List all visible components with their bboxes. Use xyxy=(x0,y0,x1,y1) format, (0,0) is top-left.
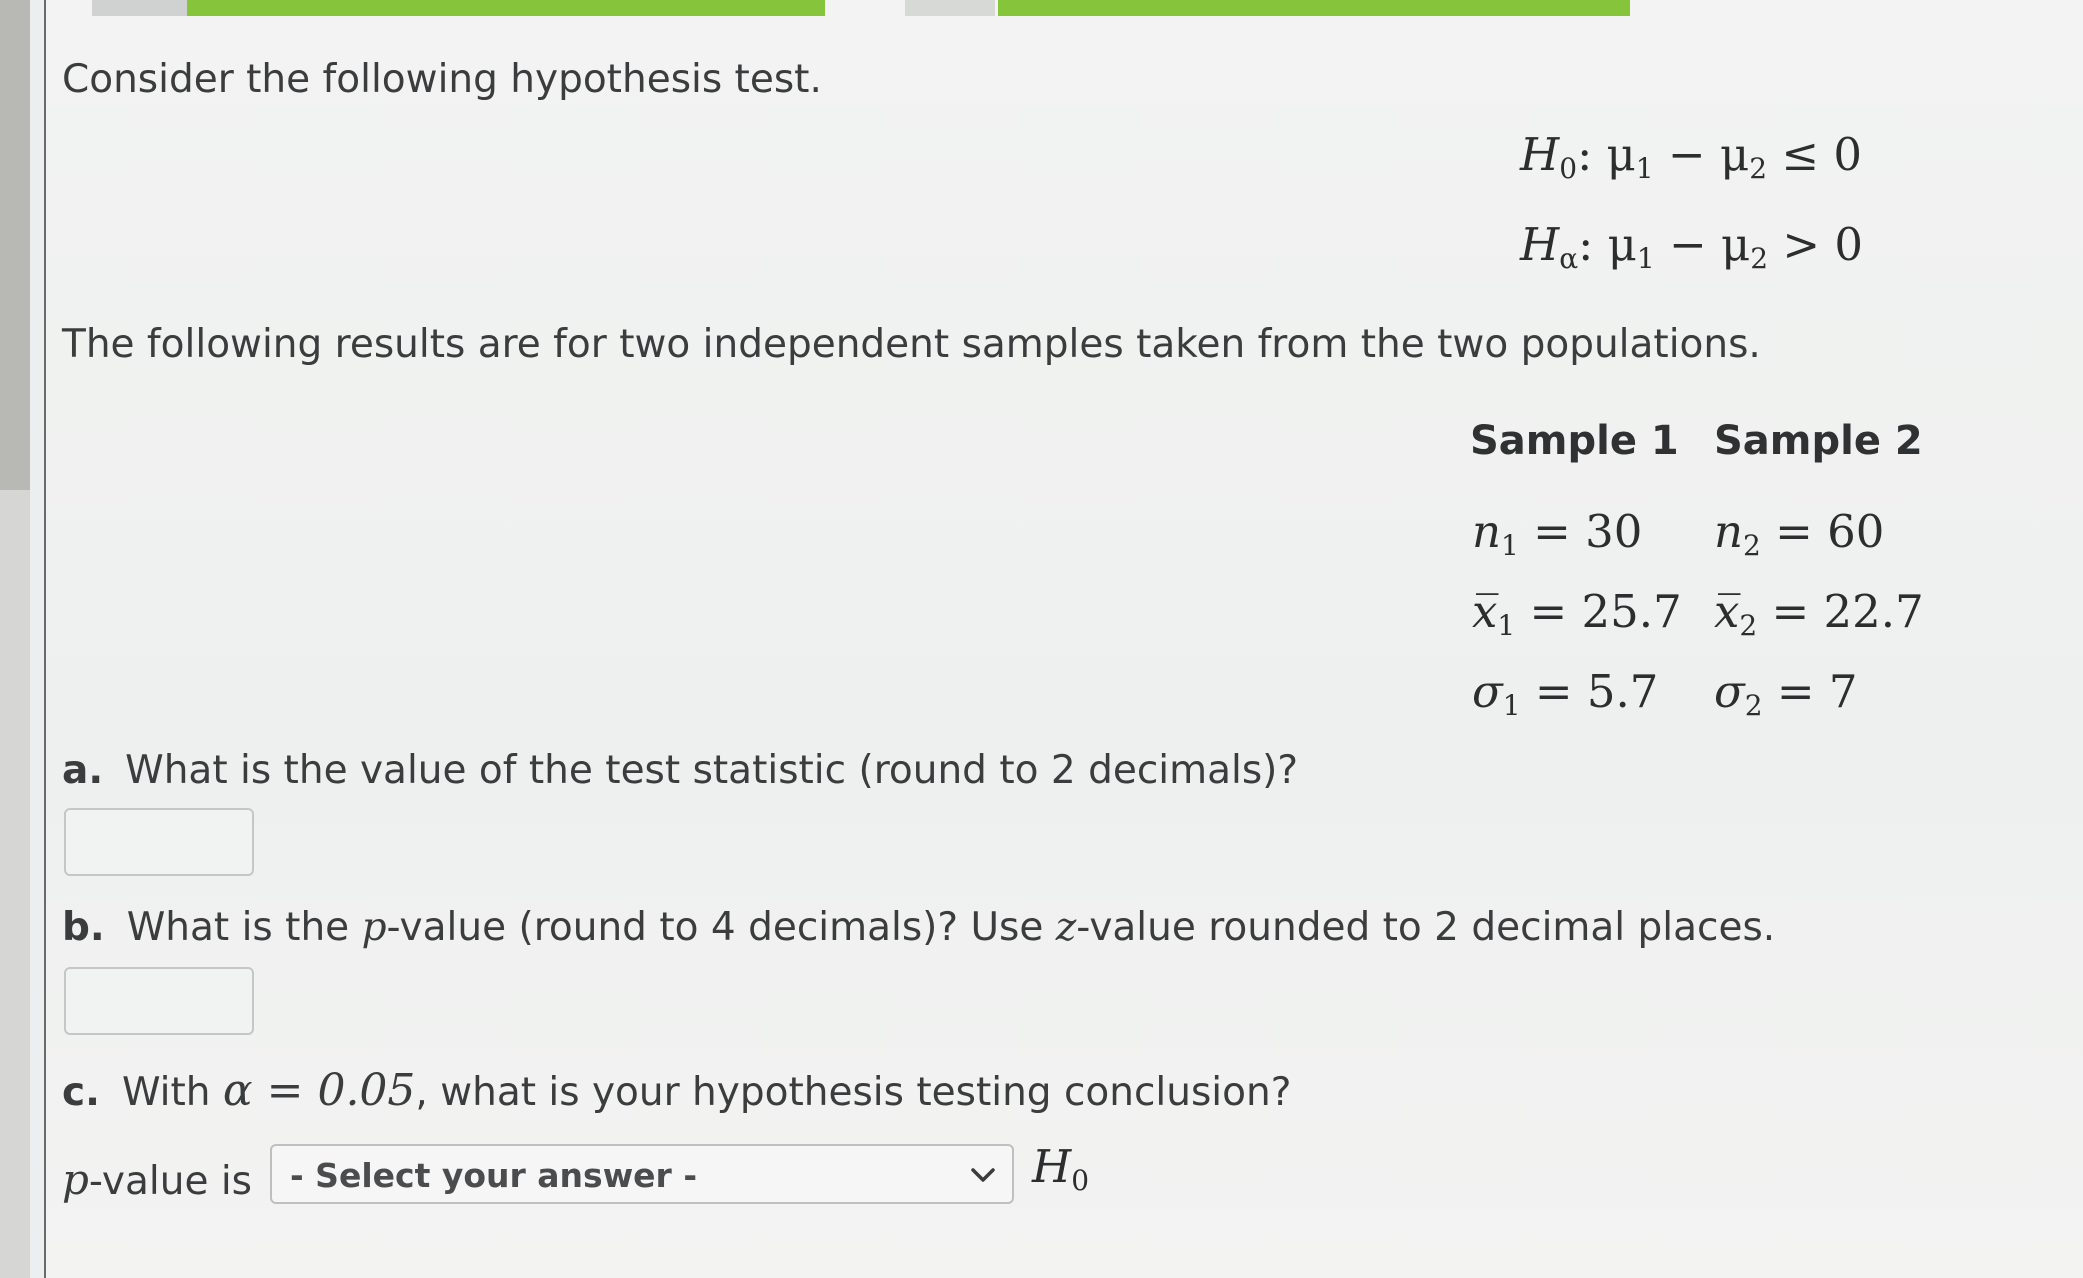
conclusion-h0: $H_0$ xyxy=(1032,1140,1090,1197)
progress-bar-b xyxy=(998,0,1630,16)
sample-2-header: Sample 2 xyxy=(1714,418,1923,464)
sample-2-sigma: $\sigma_2 = 7$ xyxy=(1714,665,1858,722)
conclusion-select[interactable] xyxy=(270,1144,1014,1204)
progress-bar-a xyxy=(187,0,825,16)
sample-2-mean: $x̅_2 = 22.7$ xyxy=(1714,585,1924,642)
null-hypothesis: $H_0$: $\mu_1 - \mu_2 \le 0$ xyxy=(1520,128,1862,185)
sample-1-n: $n_1 = 30$ xyxy=(1472,505,1643,562)
sample-2-n: $n_2 = 60$ xyxy=(1714,505,1885,562)
sample-1-header: Sample 1 xyxy=(1470,418,1679,464)
sample-1-sigma: $\sigma_1 = 5.7$ xyxy=(1472,665,1659,722)
question-b-label: b. xyxy=(62,905,105,950)
test-statistic-input[interactable] xyxy=(64,808,254,876)
question-b: b. What is the p-value (round to 4 decimals)? Use z-value rounded to 2 decimal places. xyxy=(62,905,1776,950)
tab-segment-mid xyxy=(905,0,995,16)
question-a-label: a. xyxy=(62,748,104,793)
intro-text: Consider the following hypothesis test. xyxy=(62,57,822,102)
alternative-hypothesis: $H_\alpha$: $\mu_1 - \mu_2 > 0$ xyxy=(1520,218,1864,275)
sample-1-mean: $x̅_1 = 25.7$ xyxy=(1472,585,1682,642)
question-c-label: c. xyxy=(62,1070,100,1115)
p-value-input[interactable] xyxy=(64,967,254,1035)
question-a: a. What is the value of the test statistic (round to 2 decimals)? xyxy=(62,748,1299,793)
conclusion-label: p-value is xyxy=(62,1155,252,1204)
question-c: c. With α = 0.05, what is your hypothesis testing conclusion? xyxy=(62,1065,1292,1116)
left-margin-shade xyxy=(0,0,30,490)
results-text: The following results are for two independent samples taken from the two populations. xyxy=(62,322,1761,367)
chevron-down-icon xyxy=(968,1160,998,1190)
panel-border xyxy=(44,0,46,1278)
conclusion-select-value: - Select your answer - xyxy=(290,1156,698,1195)
tab-segment-left xyxy=(92,0,187,16)
